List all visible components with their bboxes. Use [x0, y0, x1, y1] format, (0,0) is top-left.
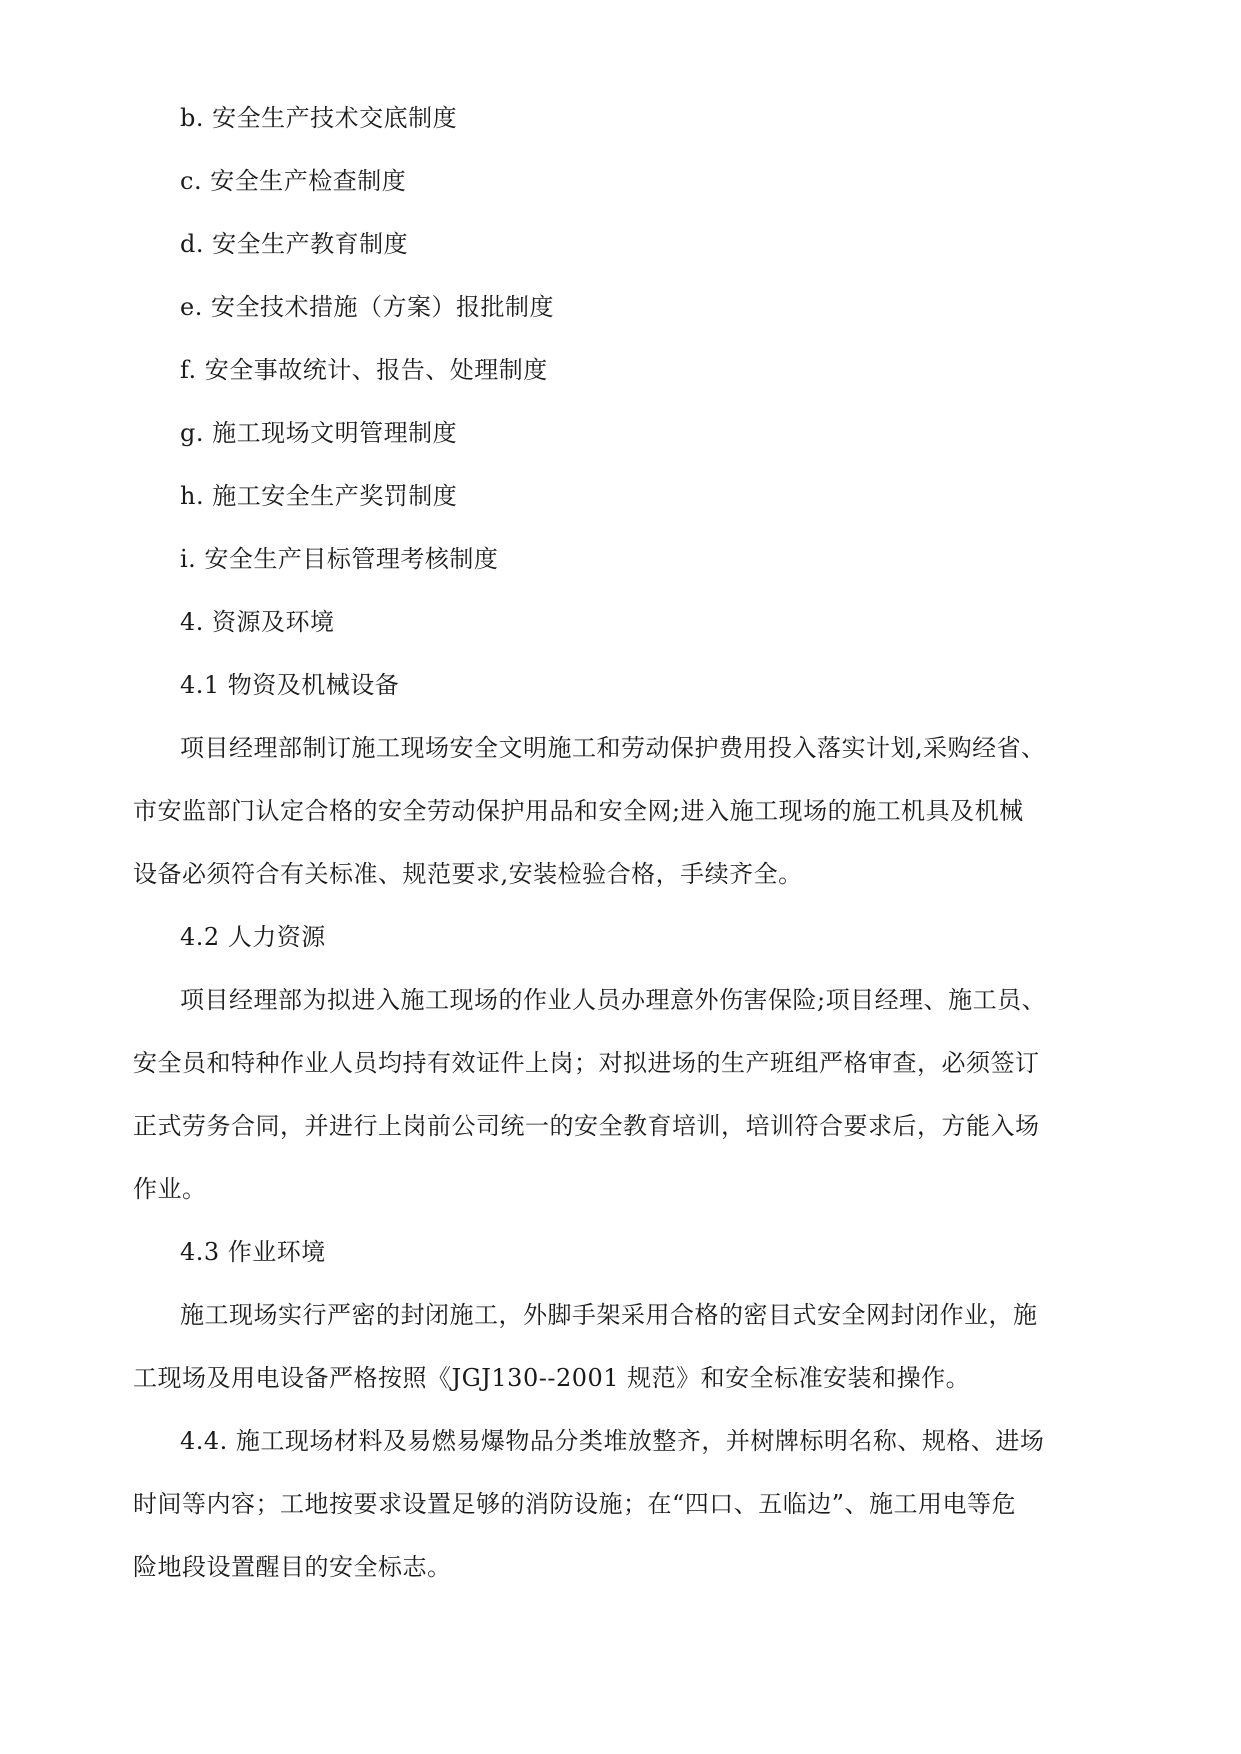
paragraph-4-2-line-3: 正式劳务合同，并进行上岗前公司统一的安全教育培训，培训符合要求后，方能入场	[133, 1112, 1040, 1140]
list-item-g: g. 施工现场文明管理制度	[180, 419, 458, 447]
list-item-c: c. 安全生产检查制度	[180, 167, 407, 195]
list-item-d: d. 安全生产教育制度	[180, 230, 409, 258]
section-heading-4-3: 4.3 作业环境	[180, 1238, 326, 1266]
paragraph-4-4-line-3: 险地段设置醒目的安全标志。	[133, 1553, 452, 1581]
list-item-b: b. 安全生产技术交底制度	[180, 104, 458, 132]
section-heading-4-2: 4.2 人力资源	[180, 923, 326, 951]
paragraph-4-1-line-1: 项目经理部制订施工现场安全文明施工和劳动保护费用投入落实计划,采购经省、	[180, 734, 1046, 762]
list-item-f: f. 安全事故统计、报告、处理制度	[180, 356, 548, 384]
paragraph-4-3-line-1: 施工现场实行严密的封闭施工，外脚手架采用合格的密目式安全网封闭作业，施	[180, 1301, 1038, 1329]
list-item-e: e. 安全技术措施（方案）报批制度	[180, 293, 554, 321]
paragraph-4-2-line-2: 安全员和特种作业人员均持有效证件上岗；对拟进场的生产班组严格审查，必须签订	[133, 1049, 1040, 1077]
list-item-h: h. 施工安全生产奖罚制度	[180, 482, 458, 510]
paragraph-4-1-line-3: 设备必须符合有关标准、规范要求,安装检验合格，手续齐全。	[133, 860, 803, 888]
paragraph-4-4-line-2: 时间等内容；工地按要求设置足够的消防设施；在“四口、五临边”、施工用电等危	[133, 1490, 1017, 1518]
paragraph-4-4-line-1: 4.4. 施工现场材料及易燃易爆物品分类堆放整齐，并树牌标明名称、规格、进场	[180, 1427, 1045, 1455]
paragraph-4-2-line-4: 作业。	[133, 1175, 207, 1203]
list-item-i: i. 安全生产目标管理考核制度	[180, 545, 499, 573]
paragraph-4-3-line-2: 工现场及用电设备严格按照《JGJ130--2001 规范》和安全标准安装和操作。	[133, 1364, 971, 1392]
paragraph-4-1-line-2: 市安监部门认定合格的安全劳动保护用品和安全网;进入施工现场的施工机具及机械	[133, 797, 1024, 825]
section-heading-4-1: 4.1 物资及机械设备	[180, 671, 400, 699]
section-heading-4: 4. 资源及环境	[180, 608, 335, 636]
paragraph-4-2-line-1: 项目经理部为拟进入施工现场的作业人员办理意外伤害保险;项目经理、施工员、	[180, 986, 1047, 1014]
